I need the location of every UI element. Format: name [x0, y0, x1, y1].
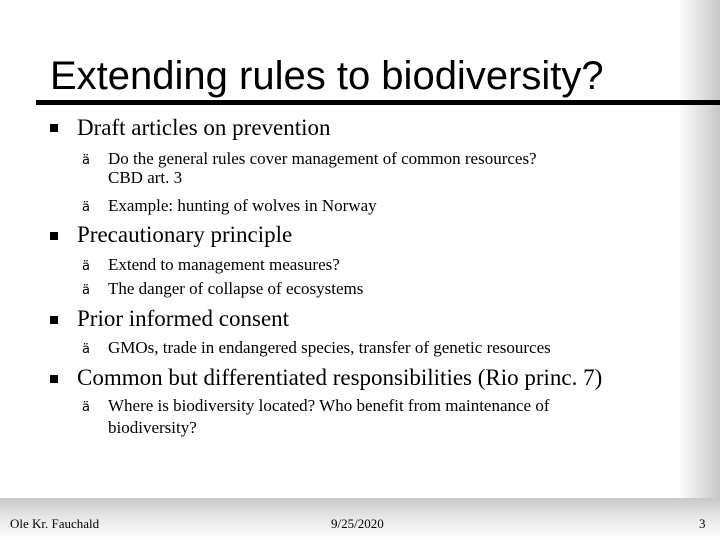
- right-gradient-strip: [678, 0, 720, 500]
- sub-bullet-general-rules-cont: CBD art. 3: [108, 168, 183, 187]
- sub-bullet-wolves: Example: hunting of wolves in Norway: [108, 196, 377, 215]
- sub-bullet-arrow-icon: ä: [82, 342, 90, 357]
- sub-bullet-collapse: The danger of collapse of ecosystems: [108, 279, 364, 298]
- bullet-common-responsibilities: Common but differentiated responsibilities (Rio princ. 7): [77, 365, 603, 390]
- footer-author: Ole Kr. Fauchald: [10, 516, 100, 531]
- bullet-precautionary: Precautionary principle: [77, 222, 293, 247]
- sub-bullet-biodiversity-location-cont: biodiversity?: [108, 418, 197, 437]
- sub-bullet-arrow-icon: ä: [82, 259, 90, 274]
- sub-bullet-biodiversity-location: Where is biodiversity located? Who benefit from maintenance of: [108, 396, 550, 415]
- sub-bullet-arrow-icon: ä: [82, 153, 90, 168]
- sub-bullet-arrow-icon: ä: [82, 283, 90, 298]
- sub-bullet-arrow-icon: ä: [82, 400, 90, 415]
- footer-date: 9/25/2020: [331, 516, 384, 531]
- square-bullet-icon: [50, 232, 58, 240]
- sub-bullet-general-rules: Do the general rules cover management of common resources?: [108, 149, 537, 168]
- square-bullet-icon: [50, 316, 58, 324]
- slide-title: Extending rules to biodiversity?: [50, 54, 604, 98]
- square-bullet-icon: [50, 124, 58, 132]
- sub-bullet-arrow-icon: ä: [82, 200, 90, 215]
- sub-bullet-management-measures: Extend to management measures?: [108, 255, 340, 274]
- sub-bullet-gmos: GMOs, trade in endangered species, transfer of genetic resources: [108, 338, 551, 357]
- bullet-draft-articles: Draft articles on prevention: [77, 115, 331, 140]
- footer-page-number: 3: [699, 516, 706, 531]
- square-bullet-icon: [50, 375, 58, 383]
- bullet-prior-consent: Prior informed consent: [77, 306, 290, 331]
- title-divider: [36, 100, 720, 105]
